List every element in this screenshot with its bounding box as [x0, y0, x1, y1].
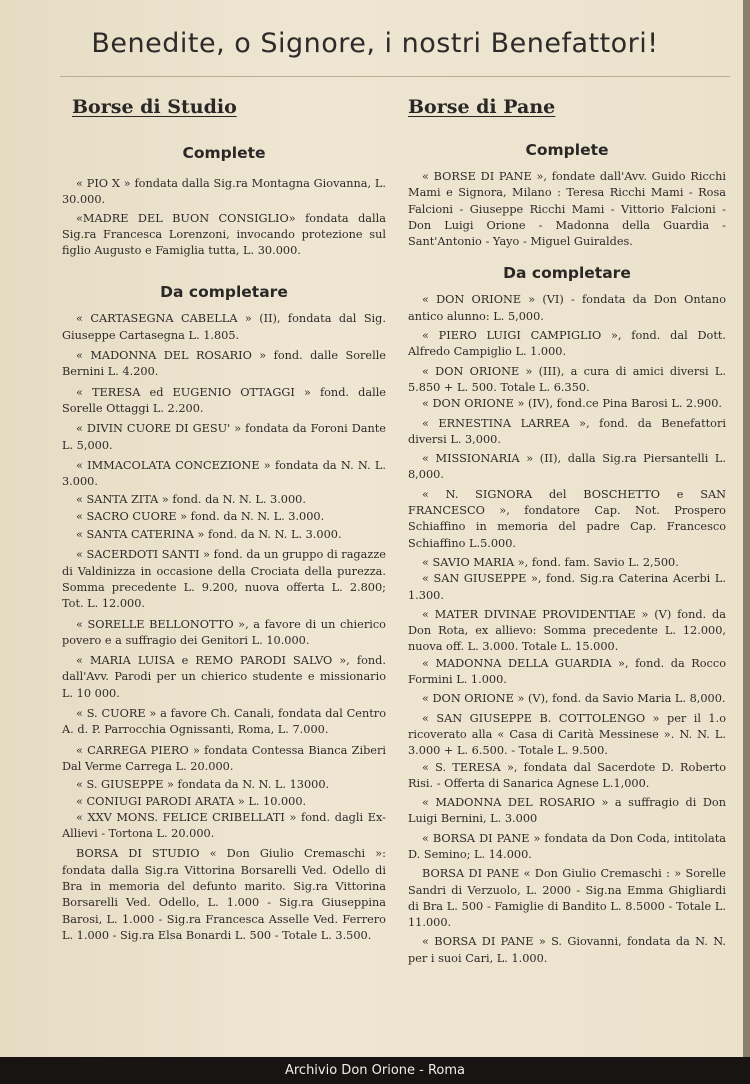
entry-paragraph: « S. CUORE » a favore Ch. Canali, fondata dal Centro A. d. P. Parrocchia Ognissanti, Roma, L. 7.000. — [62, 707, 386, 737]
archive-footer: Archivio Don Orione - Roma — [0, 1057, 750, 1084]
entry-paragraph: « DON ORIONE » (V), fond. da Savio Maria L. 8,000. — [422, 692, 726, 706]
entry-paragraph: « XXV MONS. FELICE CRIBELLATI » fond. dagli Ex-Allievi - Tortona L. 20.000. — [62, 810, 386, 841]
entry-paragraph: « SACRO CUORE » fond. da N. N. L. 3.000. — [76, 509, 325, 523]
entry-paragraph: « DON ORIONE » (IV), fond.ce Pina Barosi L. 2.900. — [422, 397, 722, 411]
entry-paragraph: « MADONNA DELLA GUARDIA », fond. da Rocco Formini L. 1.000. — [408, 656, 726, 687]
entry-paragraph: « SAN GIUSEPPE B. COTTOLENGO » per il 1.o ricoverato alla « Casa di Carità Messinese ». N. N. L. 3.000 + L. 6.500. - Totale L. 9.500. — [408, 711, 726, 758]
entry-paragraph: « SAVIO MARIA », fond. fam. Savio L. 2,500. — [422, 555, 679, 569]
entry-paragraph: « DIVIN CUORE DI GESU' » fondata da Foroni Dante L. 5,000. — [62, 422, 386, 452]
section-heading-borse-di-studio: Borse di Studio — [72, 96, 237, 118]
subheading-da-completare: Da completare — [160, 283, 288, 302]
entry-paragraph: « TERESA ed EUGENIO OTTAGGI » fond. dalle Sorelle Ottaggi L. 2.200. — [62, 385, 386, 415]
entry-paragraph: « MADONNA DEL ROSARIO » a suffragio di Don Luigi Bernini, L. 3.000 — [408, 796, 726, 826]
entry-paragraph: « S. GIUSEPPE » fondata da N. N. L. 13000. — [76, 778, 330, 792]
entry-paragraph: « CARTASEGNA CABELLA » (II), fondata dal Sig. Giuseppe Cartasegna L. 1.805. — [62, 312, 386, 342]
entry-paragraph: « IMMACOLATA CONCEZIONE » fondata da N. N. L. 3.000. — [62, 458, 386, 489]
entry-paragraph: « MARIA LUISA e REMO PARODI SALVO », fond. dall'Avv. Parodi per un chierico studente e missionario L. 10 000. — [62, 654, 386, 700]
page-edge — [743, 0, 750, 1084]
entry-paragraph: BORSA DI PANE « Don Giulio Cremaschi : » Sorelle Sandri di Verzuolo, L. 2000 - Sig.na Emma Ghigliardi di Bra L. 500 - Famiglie di Bandito L. 8.5000 - Totale L. 11.000. — [408, 867, 726, 930]
entry-paragraph: « BORSA DI PANE » fondata da Don Coda, intitolata D. Semino; L. 14.000. — [408, 831, 726, 861]
title-rule — [60, 76, 730, 77]
entry-paragraph: « SACERDOTI SANTI » fond. da un gruppo di ragazze di Valdinizza in occasione della Crociata della purezza. Somma precedente L. 9.200, nuova offerta L. 2.800; Tot. L. 12.000. — [62, 548, 386, 611]
entry-paragraph: « DON ORIONE » (III), a cura di amici diversi L. 5.850 + L. 500. Totale L. 6.350. — [408, 364, 726, 394]
entry-paragraph: « CONIUGI PARODI ARATA » L. 10.000. — [76, 794, 307, 808]
entry-paragraph: « PIERO LUIGI CAMPIGLIO », fond. dal Dott. Alfredo Campiglio L. 1.000. — [408, 329, 726, 359]
entry-paragraph: « SAN GIUSEPPE », fond. Sig.ra Caterina Acerbi L. 1.300. — [408, 572, 726, 602]
entry-paragraph: « SORELLE BELLONOTTO », a favore di un chierico povero e a suffragio dei Genitori L. 10.000. — [62, 617, 386, 647]
entry-paragraph: « BORSA DI PANE » S. Giovanni, fondata da N. N. per i suoi Cari, L. 1.000. — [408, 935, 726, 965]
section-heading-borse-di-pane: Borse di Pane — [408, 96, 556, 118]
entry-paragraph: « CARREGA PIERO » fondata Contessa Bianca Ziberi Dal Verme Carrega L. 20.000. — [62, 743, 386, 773]
column-borse-di-pane — [408, 96, 726, 967]
entry-paragraph: « BORSE DI PANE », fondate dall'Avv. Guido Ricchi Mami e Signora, Milano : Teresa Ricchi Mami - Rosa Falcioni - Giuseppe Ricchi Mami - Vittorio Falcioni - Don Luigi Orione - Madonna della Guardia - Sant'Antonio - Yayo - Miguel Guiraldes. — [408, 170, 726, 249]
subheading-da-completare: Da completare — [503, 264, 631, 283]
subheading-complete: Complete — [525, 141, 609, 159]
entry-paragraph: BORSA DI STUDIO « Don Giulio Cremaschi »: fondata dalla Sig.ra Vittorina Borsarelli Ved. Odello di Bra in memoria del defunto marito. Sig.ra Vittorina Borsarelli Ved. Odello, L. 1.000 - Sig.ra Giuseppina Barosi, L. 1.000 - Sig.ra Francesca Asselle Ved. Ferrero L. 1.000 - Sig.ra Elsa Bonardi L. 500 - Totale L. 3.500. — [62, 847, 386, 942]
column-borse-di-studio — [62, 96, 386, 944]
entry-paragraph: « SANTA CATERINA » fond. da N. N. L. 3.000. — [76, 528, 342, 542]
entry-paragraph: « SANTA ZITA » fond. da N. N. L. 3.000. — [76, 493, 306, 507]
entry-paragraph: « DON ORIONE » (VI) - fondata da Don Ontano antico alunno: L. 5,000. — [408, 293, 726, 323]
entry-paragraph: « MADONNA DEL ROSARIO » fond. dalle Sorelle Bernini L. 4.200. — [62, 349, 386, 379]
entry-paragraph: « S. TERESA », fondata dal Sacerdote D. Roberto Risi. - Offerta di Sanarica Agnese L.1,000. — [408, 760, 726, 790]
entry-paragraph: « ERNESTINA LARREA », fond. da Benefattori diversi L. 3,000. — [408, 416, 726, 446]
entry-paragraph: « MATER DIVINAE PROVIDENTIAE » (V) fond. da Don Rota, ex allievo: Somma precedente L. 12.000, nuova off. L. 3.000. Totale L. 15.000. — [408, 607, 726, 654]
entry-paragraph: «MADRE DEL BUON CONSIGLIO» fondata dalla Sig.ra Francesca Lorenzoni, invocando protezione sul figlio Augusto e Famiglia tutta, L. 30.000. — [62, 211, 386, 258]
entry-paragraph: « MISSIONARIA » (II), dalla Sig.ra Piersantelli L. 8,000. — [408, 452, 726, 482]
page-title: Benedite, o Signore, i nostri Benefattori! — [91, 28, 659, 59]
entry-paragraph: « N. SIGNORA del BOSCHETTO e SAN FRANCESCO », fondatore Cap. Not. Prospero Schiaffino in memoria del padre Cap. Francesco Schiaffino L.5.000. — [408, 487, 726, 550]
entry-paragraph: « PIO X » fondata dalla Sig.ra Montagna Giovanna, L. 30.000. — [62, 177, 386, 207]
subheading-complete: Complete — [182, 144, 266, 162]
